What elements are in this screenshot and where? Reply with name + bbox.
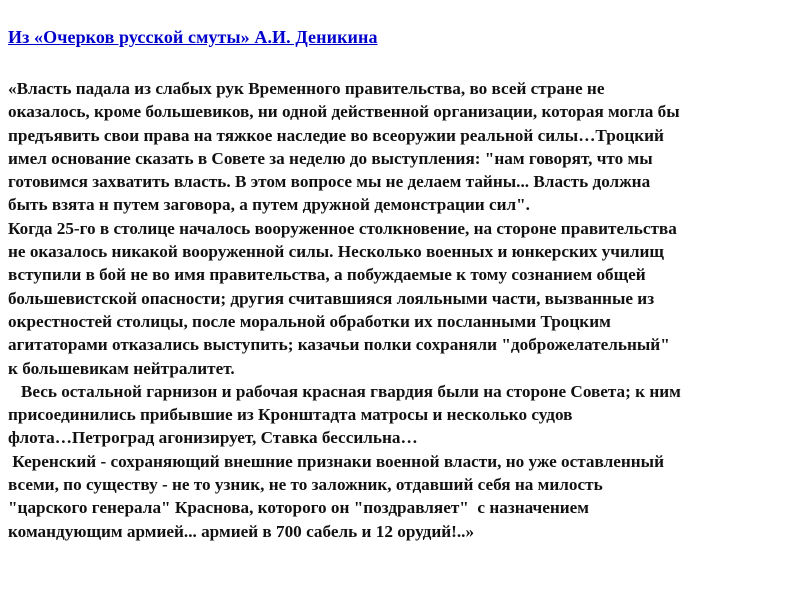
quote-line: вступили в бой не во имя правительства, а побуждаемые к тому сознанием общей: [8, 265, 646, 285]
quote-line: Весь остальной гарнизон и рабочая красная гвардия были на стороне Совета; к ним: [8, 381, 681, 401]
quote-line: флота…Петроград агонизирует, Ставка бессильна…: [8, 428, 418, 448]
quote-line: быть взята н путем заговора, а путем дружной демонстрации сил".: [8, 195, 530, 215]
quote-line: оказалось, кроме большевиков, ни одной действенной организации, которая могла бы: [8, 102, 680, 122]
quote-line: агитаторами отказались выступить; казачьи полки сохраняли "доброжелательный": [8, 335, 670, 355]
quote-line: большевистской опасности; другия считавшияся лояльными части, вызванные из: [8, 288, 655, 308]
quote-line: окрестностей столицы, после моральной обработки их посланными Троцким: [8, 311, 611, 331]
quote-text: [8, 77, 792, 543]
quote-line: командующим армией... армией в 700 сабель и 12 орудий!..»: [8, 521, 475, 541]
page-title: Из «Очерков русской смуты» А.И. Деникина: [8, 27, 378, 47]
quote-line: к большевикам нейтралитет.: [8, 358, 235, 378]
quote-line: имел основание сказать в Совете за неделю до выступления: "нам говорят, что мы: [8, 148, 653, 168]
quote-line: не оказалось никакой вооруженной силы. Несколько военных и юнкерских училищ: [8, 242, 664, 262]
quote-line: всеми, по существу - не то узник, не то заложник, отдавший себя на милость: [8, 475, 603, 495]
quote-line: предъявить свои права на тяжкое наследие во всеоружии реальной силы…Троцкий: [8, 125, 664, 145]
quote-line: присоединились прибывшие из Кронштадта матросы и несколько судов: [8, 405, 573, 425]
quote-line: Керенский - сохраняющий внешние признаки военной власти, но уже оставленный: [8, 451, 664, 471]
quote-line: Когда 25-го в столице началось вооруженное столкновение, на стороне правительства: [8, 218, 677, 238]
quote-line: готовимся захватить власть. В этом вопросе мы не делаем тайны... Власть должна: [8, 172, 651, 192]
quote-line: "царского генерала" Краснова, которого он "поздравляет" с назначением: [8, 498, 590, 518]
quote-line: «Власть падала из слабых рук Временного правительства, во всей стране не: [8, 79, 605, 98]
